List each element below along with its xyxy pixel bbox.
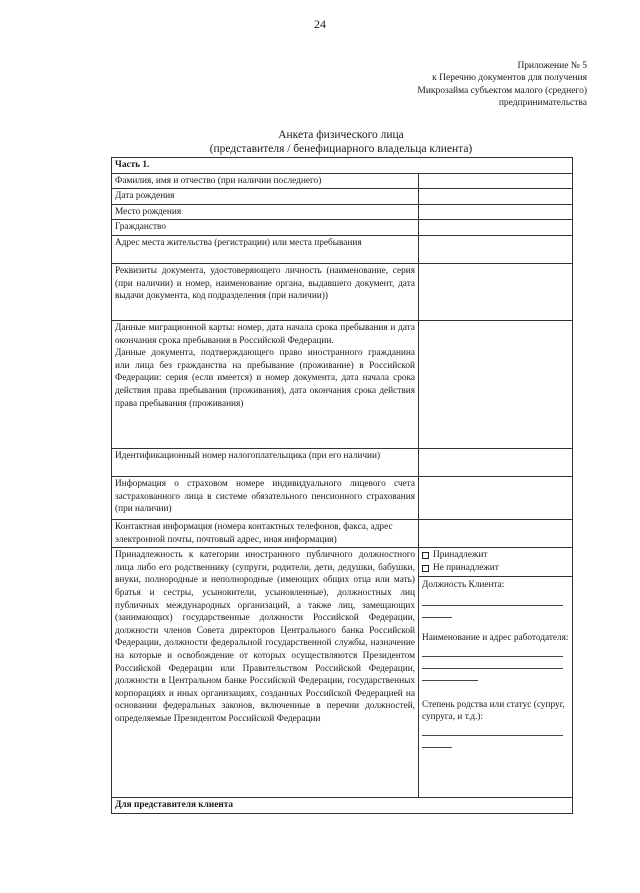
value-field-id-document[interactable]	[419, 263, 573, 320]
form-title	[110, 128, 572, 156]
table-row	[112, 548, 573, 798]
representative-heading: Для представителя клиента	[112, 798, 573, 814]
pep-relation-label: Степень родства или статус (супруг, супруга, и т.д.):	[422, 699, 565, 723]
form-title-main: Анкета физического лица	[278, 129, 404, 141]
row-label-pep: Принадлежность к категории иностранного публичного должностного лица либо его родственнику (супруги, родители, дети, дедушки, бабушки, внуки, полнородные и неполнородные (имеющих общих отца или мать) братья и сестры, усыновители, усыновленные), должностных лиц публичных международных организаций, а также лиц, замещающих (занимающих) государственные должности Российской Федерации, должности членов Совета директоров Центрального банка Российской Федерации, должности федеральной государственной службы, назначение на которые и освобождение от которых осуществляются Президентом Российской Федерации или Правительством Российской Федерации, должности в Центральном банке Российской Федерации, государственных корпорациях и иных организациях, созданных Российской Федерацией на основании федеральных законов, включенные в перечни должностей, определяемые Президентом Российской Федерации	[112, 548, 419, 798]
appendix-line: к Перечню документов для получения	[432, 73, 587, 84]
value-field-address[interactable]	[419, 235, 573, 263]
spacer	[422, 681, 569, 699]
value-field-migration[interactable]	[419, 320, 573, 448]
table-row	[112, 263, 573, 320]
appendix-line: Микрозайма субъектом малого (среднего)	[417, 85, 587, 96]
form-title-sub: (представителя / бенефициарного владельца клиента)	[209, 143, 473, 155]
row-label-address: Адрес места жительства (регистрации) или места пребывания	[112, 235, 419, 263]
pep-relation-line[interactable]	[422, 736, 452, 748]
pep-details	[419, 576, 572, 747]
table-row	[112, 519, 573, 547]
table-row	[112, 189, 573, 205]
migration-card-text: Данные миграционной карты: номер, дата начала срока пребывания и дата окончания срока пребывания в Российской Федерации.	[115, 322, 415, 346]
pep-employer-line[interactable]	[422, 669, 478, 681]
pep-relation-line[interactable]	[422, 724, 563, 736]
row-label-snils: Информация о страховом номере индивидуального лицевого счета застрахованного лица в системе обязательного пенсионного страхования (при наличии)	[112, 476, 419, 519]
value-field-birth-place[interactable]	[419, 204, 573, 220]
row-label-contacts: Контактная информация (номера контактных телефонов, факса, адрес электронной почты, почтовый адрес, иная информация)	[112, 519, 419, 547]
pep-employer-line[interactable]	[422, 657, 563, 669]
pep-option-belongs-label: Принадлежит	[433, 550, 488, 561]
questionnaire-table	[111, 157, 573, 814]
row-label-id-document: Реквизиты документа, удостоверяющего личность (наименование, серия (при наличии) и номер, наименование органа, выдавшего документ, дата выдачи документа, код подразделения (при наличии))	[112, 263, 419, 320]
checkbox-icon[interactable]	[422, 552, 429, 559]
page-number: 24	[314, 17, 326, 31]
value-field-fio[interactable]	[419, 173, 573, 189]
checkbox-icon[interactable]	[422, 565, 429, 572]
part1-heading: Часть 1.	[112, 158, 573, 174]
pep-option-not-belongs[interactable]	[422, 562, 569, 575]
appendix-line: предпринимательства	[498, 98, 587, 109]
pep-option-belongs[interactable]	[422, 549, 569, 562]
table-row	[112, 448, 573, 476]
table-row	[112, 204, 573, 220]
appendix-header	[417, 60, 587, 110]
table-row	[112, 173, 573, 189]
value-field-birth-date[interactable]	[419, 189, 573, 205]
pep-employer-line[interactable]	[422, 645, 563, 657]
appendix-line: Приложение № 5	[517, 61, 587, 71]
residence-right-text: Данные документа, подтверждающего право иностранного гражданина или лица без гражданства на пребывание (проживание) в Российской Федерации: серия (если имеется) и номер документа, дата начала срока действия права пребывания (проживания), дата окончания срока действия права пребывания (проживания)	[115, 348, 415, 409]
value-field-inn[interactable]	[419, 448, 573, 476]
row-label-citizenship: Гражданство	[112, 220, 419, 236]
row-label-birth-place: Место рождения	[112, 204, 419, 220]
row-label-migration	[112, 320, 419, 448]
value-field-contacts[interactable]	[419, 519, 573, 547]
spacer	[422, 618, 569, 632]
pep-position-label: Должность Клиента:	[422, 580, 505, 591]
table-row	[112, 320, 573, 448]
pep-position-line[interactable]	[422, 594, 563, 606]
pep-options-cell	[419, 548, 573, 798]
row-label-inn: Идентификационный номер налогоплательщика (при его наличии)	[112, 448, 419, 476]
row-label-fio: Фамилия, имя и отчество (при наличии последнего)	[112, 173, 419, 189]
table-row	[112, 235, 573, 263]
value-field-citizenship[interactable]	[419, 220, 573, 236]
pep-option-not-belongs-label: Не принадлежит	[433, 562, 499, 573]
table-row	[112, 476, 573, 519]
table-row	[112, 220, 573, 236]
pep-position-line[interactable]	[422, 606, 452, 618]
value-field-snils[interactable]	[419, 476, 573, 519]
row-label-birth-date: Дата рождения	[112, 189, 419, 205]
pep-employer-label: Наименование и адрес работодателя:	[422, 632, 569, 643]
